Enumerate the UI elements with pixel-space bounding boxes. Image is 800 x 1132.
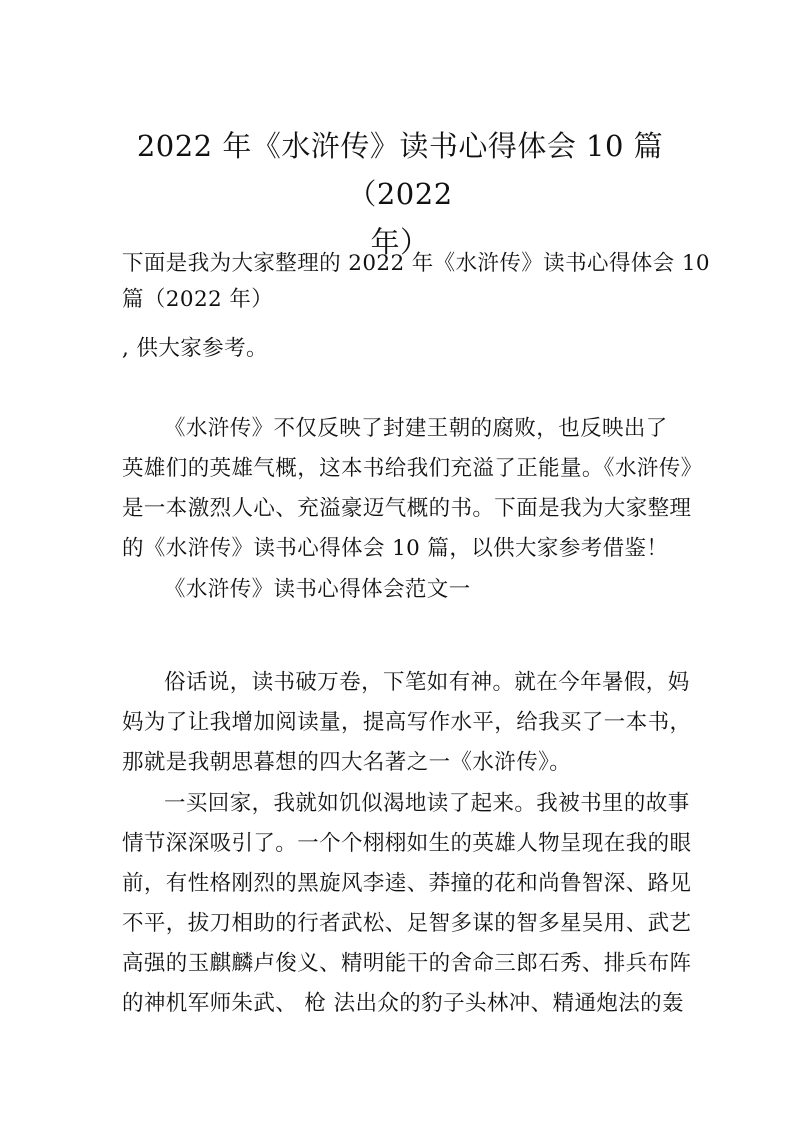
paragraph-1-line-3: 是一本激烈人心、充溢豪迈气概的书。下面是我为大家整理 bbox=[122, 496, 692, 521]
document-title bbox=[90, 122, 710, 266]
paragraph-3-line-3: 前，有性格刚烈的黑旋风李逵、莽撞的花和尚鲁智深、路见 bbox=[122, 871, 692, 896]
title-line-1: 2022 年《水浒传》读书心得体会 10 篇（2022 bbox=[136, 129, 664, 211]
paragraph-3-line-1: 一买回家，我就如饥似渴地读了起来。我被书里的故事 bbox=[164, 791, 690, 816]
section-heading: 《水浒传》读书心得体会范文一 bbox=[164, 577, 471, 602]
paragraph-3-line-6: 的神机军师朱武、 枪 法出众的豹子头林冲、精通炮法的轰 bbox=[122, 991, 684, 1016]
intro-line-2: 篇（2022 年） bbox=[122, 287, 274, 312]
paragraph-2-line-1: 俗话说，读书破万卷，下笔如有神。就在今年暑假，妈 bbox=[164, 670, 690, 695]
paragraph-3-line-4: 不平，拔刀相助的行者武松、足智多谋的智多星吴用、武艺 bbox=[122, 911, 692, 936]
paragraph-1-line-4: 的《水浒传》读书心得体会 10 篇，以供大家参考借鉴！ bbox=[122, 536, 669, 561]
intro-line-1: 下面是我为大家整理的 2022 年《水浒传》读书心得体会 10 bbox=[122, 251, 710, 276]
paragraph-2-line-2: 妈为了让我增加阅读量，提高写作水平，给我买了一本书， bbox=[122, 710, 692, 735]
paragraph-2-line-3: 那就是我朝思暮想的四大名著之一《水浒传》。 bbox=[122, 750, 572, 775]
paragraph-1-line-2: 英雄们的英雄气概，这本书给我们充溢了正能量。《水浒传》 bbox=[122, 456, 703, 481]
paragraph-3-line-5: 高强的玉麒麟卢俊义、精明能干的舍命三郎石秀、排兵布阵 bbox=[122, 951, 692, 976]
paragraph-3-line-2: 情节深深吸引了。一个个栩栩如生的英雄人物呈现在我的眼 bbox=[122, 831, 692, 856]
intro-line-3: , 供大家参考。 bbox=[122, 336, 268, 361]
paragraph-1-line-1: 《水浒传》不仅反映了封建王朝的腐败，也反映出了 bbox=[164, 416, 668, 441]
title-line-2: 年） bbox=[370, 225, 430, 259]
